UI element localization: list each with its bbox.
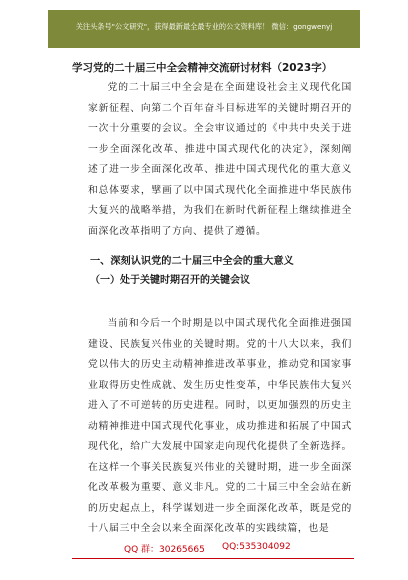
header-banner [48,10,360,48]
section-heading: 一、深刻认识党的二十届三中全会的重大意义 [90,256,294,267]
footer-divider [72,558,354,559]
body-paragraph-1: 党的二十届三中全会是在全面建设社会主义现代化国家新征程、向第二个百年奋斗目标进军的关键时期召开的一次十分重要的会议。全会审议通过的《中共中央关于进一步全面深化改革、推进中国式现代化的决定》，深刻阐述了进一步全面深化改革、推进中国式现代化的重大意义和总体要求，擘画了以中国式现代化全面推进中华民族伟大复兴的战略举措，为我们在新时代新征程上继续推进全面深化改革指明了方向、提供了遵循。 [88,82,352,237]
footer-qq-group: QQ 群：30265665 [124,545,205,555]
banner-text: 关注头条号"公文研究"，获得最新最全最专业的公文资料库！ 微信：gongwenyj [75,22,333,31]
document-title: 学习党的二十届三中全会精神交流研讨材料（2023字） [72,62,333,74]
body-paragraph-2: 当前和今后一个时期是以中国式现代化全面推进强国建设、民族复兴伟业的关键时期。党的十八大以来，我们党以伟大的历史主动精神推进改革事业，推动党和国家事业取得历史性成就、发生历史性变革，中华民族伟大复兴进入了不可逆转的历史进程。同时，以更加强烈的历史主动精神推进中国式现代化事业，成功推进和拓展了中国式现代化，给广大发展中国家走向现代化提供了全新选择。在这样一个事关民族复兴伟业的关键时期，进一步全面深化改革极为重要、意义非凡。党的二十届三中全会站在新的历史起点上，科学谋划进一步全面深化改革，既是党的十八届三中全会以来全面深化改革的实践续篇，也是 [88,318,352,534]
footer-qq-number: QQ:535304092 [222,542,291,552]
subsection-heading: （一）处于关键时期召开的关键会议 [90,275,250,286]
